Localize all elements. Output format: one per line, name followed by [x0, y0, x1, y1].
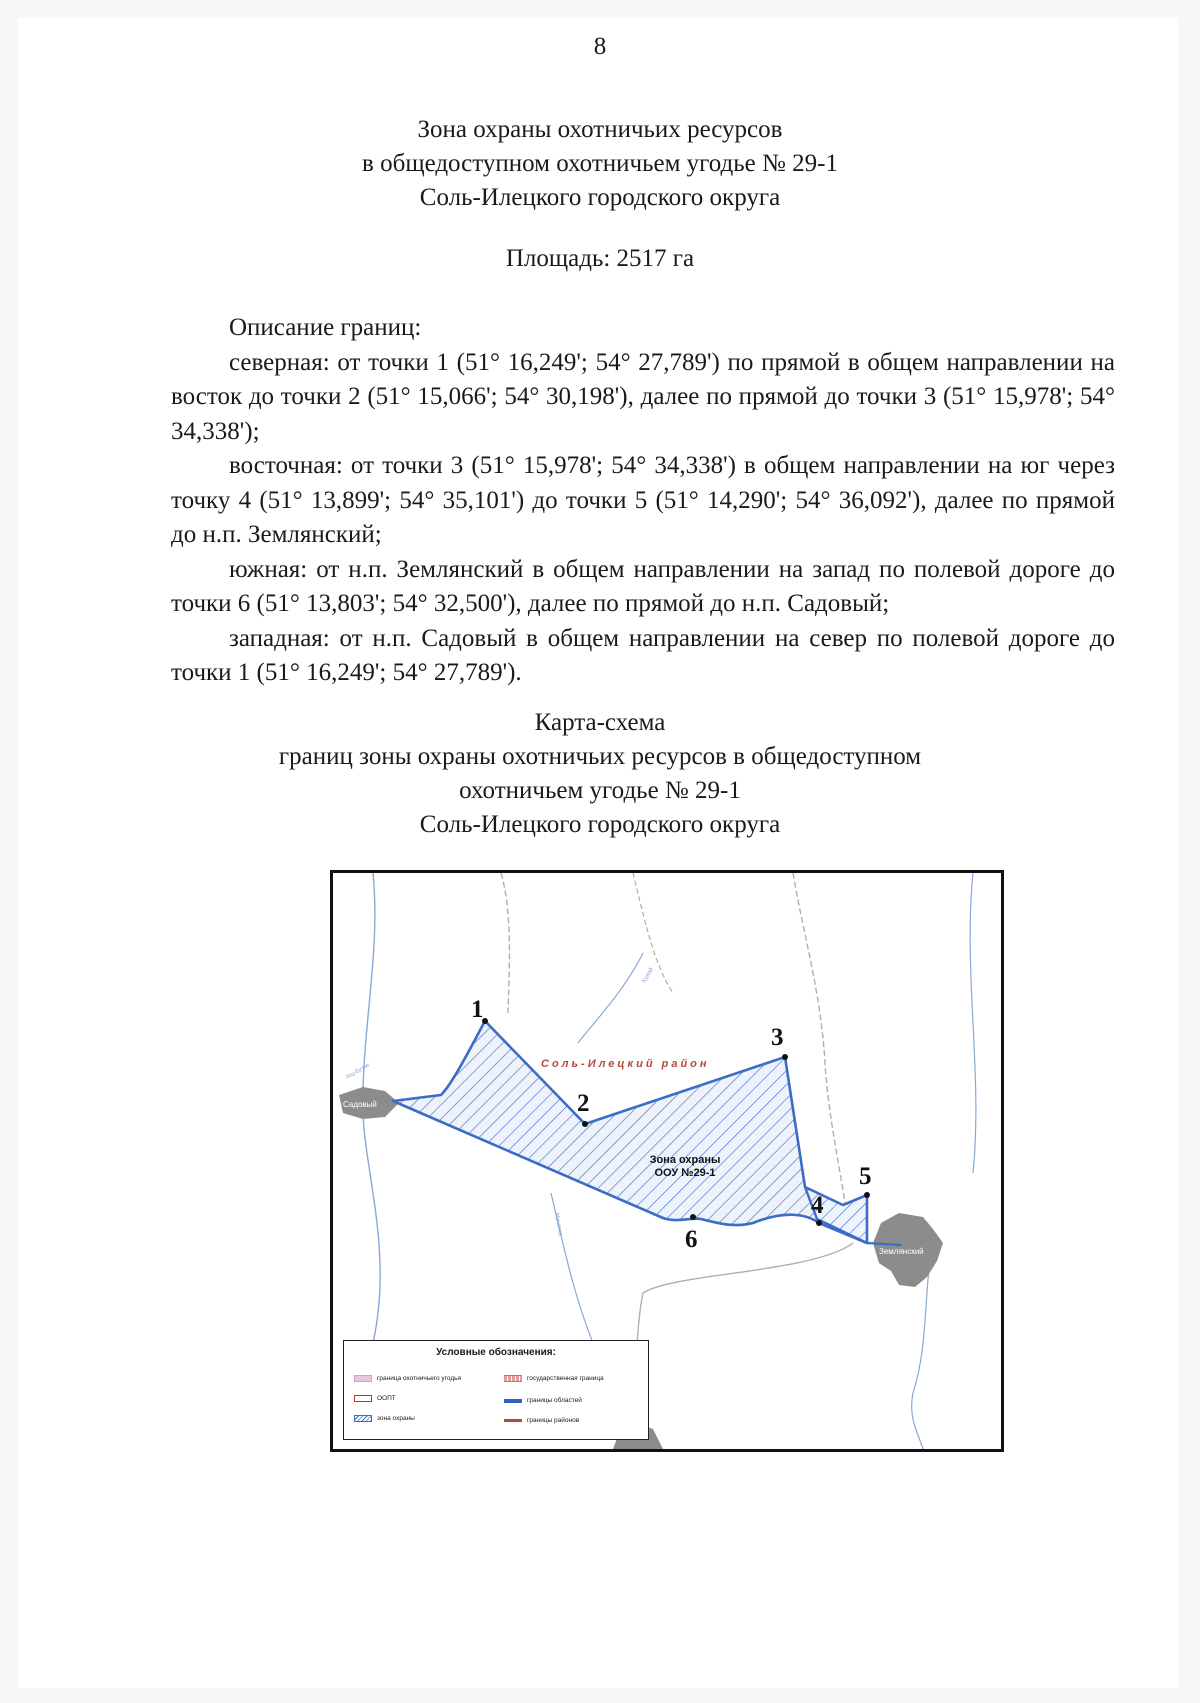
boundary-east: восточная: от точки 3 (51° 15,978'; 54° 34,338') в общем направлении на юг через точку 4 (51° 13,899'; 54° 35,101') до точки 5 (51° 14,290'; 54° 36,092'), далее по прямой до н.п. Землянский; [171, 452, 1115, 548]
legend-zone-label: зона охраны [377, 1415, 415, 1422]
page-number: 8 [593, 33, 607, 60]
document-title [0, 113, 1200, 215]
legend-state-border [504, 1375, 604, 1382]
legend-swatch-hunting [354, 1375, 372, 1382]
road-north [501, 873, 509, 1013]
road-south [633, 1243, 853, 1449]
river-label-ash-butak: Ащ-Бутак [345, 1062, 371, 1081]
river-east-2 [970, 873, 976, 1173]
river-label-kuvay: Кувай [641, 966, 655, 984]
legend-region-border-label: границы областей [527, 1397, 582, 1404]
point-6-marker [690, 1214, 696, 1220]
title-line-1: Зона охраны охотничьих ресурсов [417, 116, 783, 143]
road-north-2 [633, 873, 673, 993]
title-line-3: Соль-Илецкого городского округа [419, 184, 781, 211]
point-4-marker [816, 1220, 822, 1226]
map-title-line-1: Карта-схема [534, 709, 666, 736]
river-label-mechetka: Мечетка [553, 1212, 563, 1237]
settlement-zemlyansky-label: Землянский [879, 1247, 924, 1256]
legend-swatch-district [504, 1419, 522, 1422]
point-3-label: 3 [771, 1024, 784, 1051]
zone-label-line-1: Зона охраны [649, 1154, 721, 1166]
legend-oopt [354, 1395, 396, 1402]
area-value: Площадь: 2517 га [505, 245, 695, 272]
river-central [578, 953, 643, 1043]
point-3-marker [782, 1054, 788, 1060]
title-line-2: в общедоступном охотничьем угодье № 29-1 [362, 150, 838, 177]
point-2-marker [582, 1121, 588, 1127]
settlement-sadovy-label: Садовый [343, 1100, 377, 1109]
map-title [0, 706, 1200, 842]
zone-label-line-2: ООУ №29-1 [654, 1167, 716, 1179]
map-legend [343, 1340, 649, 1440]
legend-swatch-oopt [354, 1395, 372, 1402]
legend-district-border [504, 1417, 579, 1424]
district-label: Соль-Илецкий район [541, 1058, 710, 1070]
legend-swatch-zone [354, 1415, 372, 1422]
map-scheme [330, 870, 1004, 1452]
point-4-label: 4 [811, 1192, 824, 1219]
map-title-line-3: охотничьем угодье № 29-1 [459, 777, 741, 804]
point-5-label: 5 [859, 1163, 872, 1190]
legend-zone [354, 1415, 415, 1422]
boundary-north: северная: от точки 1 (51° 16,249'; 54° 27,789') по прямой в общем направлении на восток до точки 2 (51° 15,066'; 54° 30,198'), далее по прямой до точки 3 (51° 15,978'; 54° 34,338'); [171, 348, 1115, 445]
legend-swatch-region [504, 1399, 522, 1403]
description-heading: Описание границ: [229, 314, 422, 341]
protection-zone [393, 1021, 867, 1243]
point-6-label: 6 [685, 1226, 698, 1253]
point-1-label: 1 [471, 996, 484, 1023]
legend-region-border [504, 1397, 582, 1404]
legend-title: Условные обозначения: [436, 1347, 556, 1358]
legend-state-border-label: государственная граница [527, 1375, 604, 1382]
point-5-marker [864, 1192, 870, 1198]
legend-oopt-label: ООПТ [377, 1395, 396, 1402]
map-title-line-2: границ зоны охраны охотничьих ресурсов в общедоступном [278, 743, 922, 770]
legend-district-border-label: границы районов [527, 1417, 580, 1424]
legend-hunting-boundary-label: граница охотничьего угодья [377, 1375, 462, 1382]
legend-hunting-boundary [354, 1375, 461, 1382]
boundary-description [171, 311, 1115, 691]
boundary-west: западная: от н.п. Садовый в общем направлении на север по полевой дороге до точки 1 (51° 16,249'; 54° 27,789'). [171, 624, 1115, 686]
boundary-south: южная: от н.п. Землянский в общем направлении на запад по полевой дороге до точки 6 (51° 13,803'; 54° 32,500'), далее по прямой до н.п. Садовый; [171, 555, 1115, 617]
legend-swatch-state [504, 1375, 522, 1382]
point-2-label: 2 [577, 1090, 590, 1117]
map-title-line-4: Соль-Илецкого городского округа [419, 811, 781, 838]
